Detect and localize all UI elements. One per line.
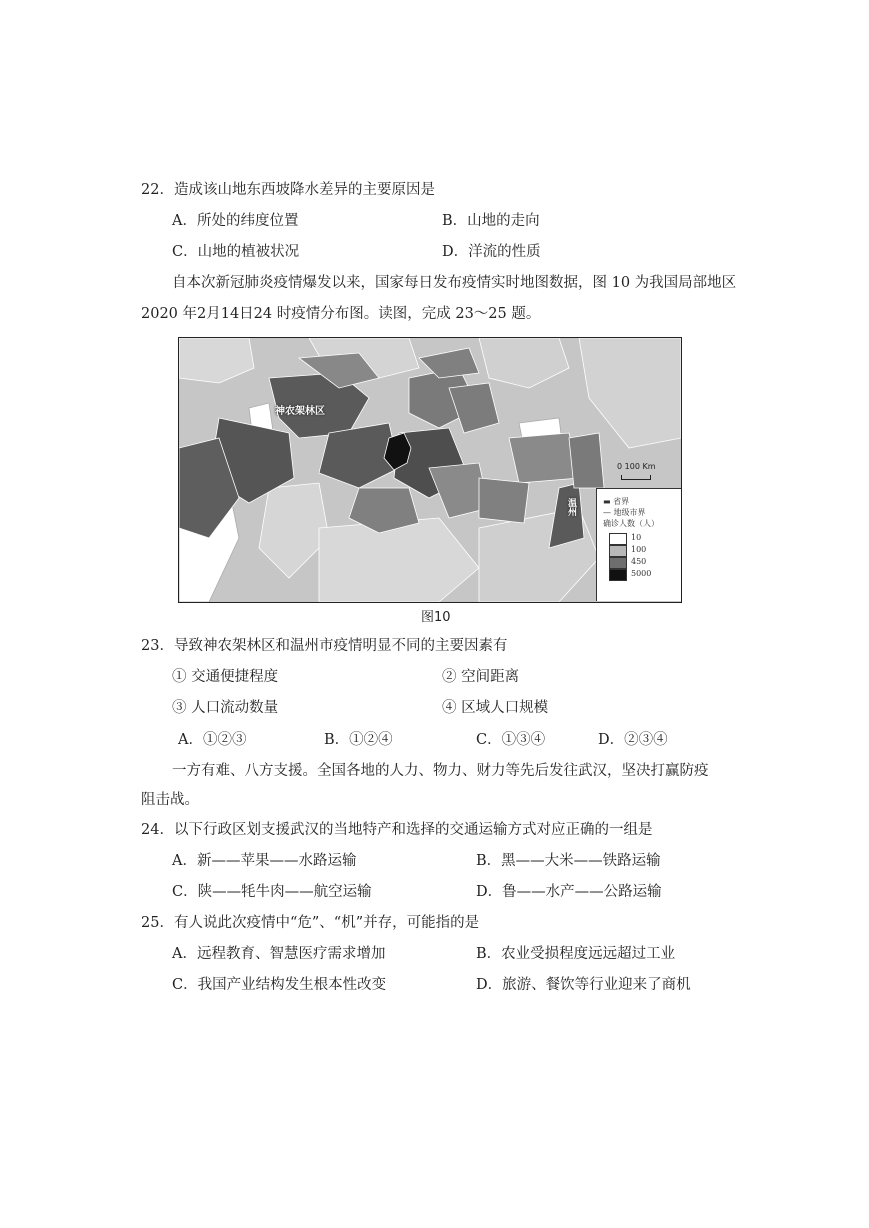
q22-option-d: D．洋流的性质 — [442, 244, 541, 260]
intro-line-2: 2020 年2月14日24 时疫情分布图。读图，完成 23～25 题。 — [141, 306, 541, 322]
q23-option-a: A．①②③ — [178, 732, 247, 748]
q22-option-b: B．山地的走向 — [442, 213, 540, 229]
q24-stem: 24．以下行政区划支援武汉的当地特产和选择的交通运输方式对应正确的一组是 — [141, 822, 653, 838]
q23-item-3: ③ 人口流动数量 — [172, 700, 279, 716]
q23-option-c: C．①③④ — [476, 732, 546, 748]
legend-title: 确诊人数（人） — [603, 519, 659, 528]
map-legend — [596, 488, 681, 601]
intro2-line-1: 一方有难、八方支援。全国各地的人力、物力、财力等先后发往武汉，坚决打赢防疫 — [172, 763, 709, 779]
label-wenzhou: 温州 — [566, 498, 576, 516]
legend-level-10: 10 — [631, 533, 642, 542]
legend-province-label: 省界 — [613, 497, 630, 506]
q24-option-b: B．黑——大米——铁路运输 — [476, 853, 661, 869]
legend-city-label: 地级市界 — [613, 508, 646, 517]
legend-swatch-100 — [609, 545, 627, 557]
intro-line-1: 自本次新冠肺炎疫情爆发以来，国家每日发布疫情实时地图数据，图 10 为我国局部地区 — [172, 275, 737, 291]
legend-swatch-5000 — [609, 569, 627, 581]
epidemic-map — [178, 337, 682, 603]
legend-city: — 地级市界 — [603, 508, 646, 517]
scale-label: 0 100 Km — [617, 462, 656, 471]
q23-item-1: ① 交通便捷程度 — [172, 669, 279, 685]
intro2-line-2: 阻击战。 — [141, 792, 199, 808]
q22-option-c: C．山地的植被状况 — [172, 244, 300, 260]
q23-option-b: B．①②④ — [324, 732, 393, 748]
label-shennongjia: 神农架林区 — [275, 406, 325, 417]
q23-item-2: ② 空间距离 — [442, 669, 520, 685]
legend-swatch-450 — [609, 557, 627, 569]
q23-item-4: ④ 区域人口规模 — [442, 700, 549, 716]
q25-option-a: A．远程教育、智慧医疗需求增加 — [172, 946, 386, 962]
q24-option-a: A．新——苹果——水路运输 — [172, 853, 357, 869]
q25-option-c: C．我国产业结构发生根本性改变 — [172, 977, 387, 993]
q25-stem: 25．有人说此次疫情中“危”、“机”并存，可能指的是 — [141, 915, 480, 931]
q24-option-c: C．陕——牦牛肉——航空运输 — [172, 884, 372, 900]
q25-option-b: B．农业受损程度远远超过工业 — [476, 946, 676, 962]
scale-bar — [621, 475, 651, 480]
q23-stem: 23．导致神农架林区和温州市疫情明显不同的主要因素有 — [141, 638, 508, 654]
legend-swatch-10 — [609, 533, 627, 545]
legend-province: ▬ 省界 — [603, 497, 630, 506]
q22-stem: 22．造成该山地东西坡降水差异的主要原因是 — [141, 182, 435, 198]
q25-option-d: D．旅游、餐饮等行业迎来了商机 — [476, 977, 691, 993]
q24-option-d: D．鲁——水产——公路运输 — [476, 884, 662, 900]
legend-level-100: 100 — [631, 545, 647, 554]
legend-level-5000: 5000 — [631, 569, 652, 578]
q23-option-d: D．②③④ — [598, 732, 668, 748]
legend-level-450: 450 — [631, 557, 647, 566]
q22-option-a: A．所处的纬度位置 — [172, 213, 299, 229]
map-caption: 图10 — [421, 610, 451, 625]
